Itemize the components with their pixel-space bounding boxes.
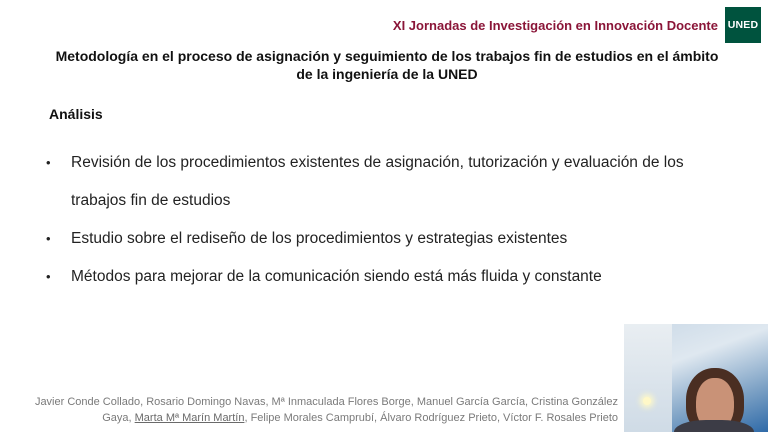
bullet-text: Revisión de los procedimientos existentes de asignación, tutorización y evaluación de los: [71, 154, 684, 171]
bullet-marker: •: [46, 155, 51, 170]
author-line-2-suffix: , Felipe Morales Camprubí, Álvaro Rodríguez Prieto, Víctor F. Rosales Prieto: [244, 411, 618, 424]
uned-logo: UNED: [725, 7, 761, 43]
bullet-marker: •: [46, 231, 51, 246]
bullet-text: Estudio sobre el rediseño de los procedimientos y estrategias existentes: [71, 230, 568, 247]
slide-title: [20, 47, 754, 83]
bullet-item: [44, 144, 724, 220]
bullet-marker: •: [46, 269, 51, 284]
bullet-item: [44, 258, 724, 296]
bullet-text: Métodos para mejorar de la comunicación siendo está más fluida y constante: [71, 268, 602, 285]
author-credits: [20, 395, 618, 426]
author-line-2-prefix: Gaya,: [102, 411, 135, 424]
webcam-background-wall: [624, 324, 672, 432]
bullet-item: [44, 220, 724, 258]
author-line-1: Javier Conde Collado, Rosario Domingo Navas, Mª Inmaculada Flores Borge, Manuel García García, Cristina González: [34, 396, 618, 408]
slide-title-line-2: de la ingeniería de la UNED: [296, 66, 478, 82]
author-line-2: [20, 411, 618, 427]
presenter-body: [674, 420, 754, 432]
webcam-lamp-light: [643, 397, 651, 405]
bullet-list: [44, 144, 724, 296]
section-heading: Análisis: [49, 106, 103, 122]
presenter-name: Marta Mª Marín Martín: [134, 411, 245, 424]
webcam-video-overlay: [624, 324, 768, 432]
slide-title-line-1: Metodología en el proceso de asignación y seguimiento de los trabajos fin de estudios en el ámbito: [55, 48, 719, 64]
bullet-text-continued: trabajos fin de estudios: [71, 192, 231, 209]
conference-title: XI Jornadas de Investigación en Innovación Docente: [392, 18, 718, 33]
